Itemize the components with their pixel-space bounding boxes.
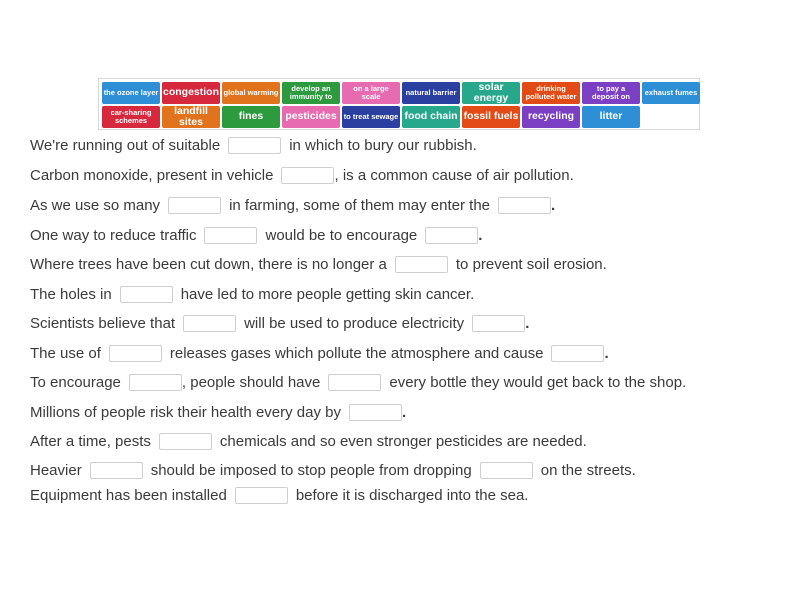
answer-tile[interactable]: fines: [222, 106, 280, 128]
sentence-text: should be imposed to stop people from dropping: [150, 461, 472, 479]
answer-tile[interactable]: the ozone layer: [102, 82, 160, 104]
sentence-text: Heavier: [30, 461, 82, 479]
answer-tile[interactable]: landfill sites: [162, 106, 220, 128]
sentence-text: Equipment has been installed: [30, 486, 227, 504]
blank-drop-slot[interactable]: [480, 462, 533, 479]
blank-drop-slot[interactable]: [109, 345, 162, 362]
blank-drop-slot[interactable]: [281, 167, 334, 184]
sentence-text: As we use so many: [30, 196, 161, 214]
blank-drop-slot[interactable]: [159, 433, 212, 450]
blank-drop-slot[interactable]: [425, 227, 478, 244]
blank-drop-slot[interactable]: [120, 286, 173, 303]
blank-drop-slot[interactable]: [235, 487, 288, 504]
sentence-text: to prevent soil erosion.: [455, 255, 607, 273]
sentence-text: in which to bury our rubbish.: [289, 136, 477, 154]
blank-drop-slot[interactable]: [90, 462, 143, 479]
sentence-text: , people should have: [181, 373, 321, 391]
answer-tile[interactable]: litter: [582, 106, 640, 128]
blank-drop-slot[interactable]: [349, 404, 402, 421]
answer-tile[interactable]: pesticides: [282, 106, 340, 128]
answer-tile[interactable]: congestion: [162, 82, 220, 104]
sentence-line: [30, 135, 477, 155]
answer-tile[interactable]: to treat sewage: [342, 106, 400, 128]
sentence-text: releases gases which pollute the atmosphere and cause: [169, 344, 544, 362]
sentence-text: Carbon monoxide, present in vehicle: [30, 166, 274, 184]
sentence-line: [30, 284, 474, 304]
sentence-line: [30, 431, 587, 451]
blank-drop-slot[interactable]: [228, 137, 281, 154]
answer-tile[interactable]: food chain: [402, 106, 460, 128]
sentence-text: .: [478, 226, 483, 244]
answer-tile[interactable]: fossil fuels: [462, 106, 520, 128]
blank-drop-slot[interactable]: [551, 345, 604, 362]
blank-drop-slot[interactable]: [498, 197, 551, 214]
sentence-text: Millions of people risk their health every day by: [30, 403, 341, 421]
sentence-text: on the streets.: [540, 461, 636, 479]
sentence-text: The use of: [30, 344, 101, 362]
sentence-line: [30, 225, 482, 245]
blank-drop-slot[interactable]: [472, 315, 525, 332]
answer-tile[interactable]: recycling: [522, 106, 580, 128]
sentence-text: To encourage: [30, 373, 121, 391]
answer-tile[interactable]: on a large scale: [342, 82, 400, 104]
answer-tile[interactable]: car-sharing schemes: [102, 106, 160, 128]
sentence-text: will be used to produce electricity: [244, 314, 465, 332]
answer-tile[interactable]: drinking polluted water: [522, 82, 580, 104]
sentence-text: The holes in: [30, 285, 112, 303]
sentence-text: every bottle they would get back to the shop.: [389, 373, 687, 391]
answer-tile[interactable]: natural barrier: [402, 82, 460, 104]
sentence-line: [30, 485, 528, 505]
sentence-text: We're running out of suitable: [30, 136, 221, 154]
sentence-line: [30, 372, 686, 392]
sentence-text: Where trees have been cut down, there is no longer a: [30, 255, 387, 273]
sentence-line: [30, 165, 574, 185]
sentence-line: [30, 343, 609, 363]
sentence-line: [30, 402, 406, 422]
sentence-text: , is a common cause of air pollution.: [334, 166, 574, 184]
sentence-line: [30, 195, 555, 215]
sentence-text: in farming, some of them may enter the: [229, 196, 491, 214]
sentence-text: have led to more people getting skin cancer.: [180, 285, 475, 303]
sentence-line: [30, 313, 529, 333]
blank-drop-slot[interactable]: [328, 374, 381, 391]
blank-drop-slot[interactable]: [168, 197, 221, 214]
answer-tile[interactable]: global warming: [222, 82, 280, 104]
sentence-text: .: [604, 344, 609, 362]
sentence-text: One way to reduce traffic: [30, 226, 197, 244]
blank-drop-slot[interactable]: [395, 256, 448, 273]
sentence-text: would be to encourage: [265, 226, 418, 244]
word-bank: [98, 78, 700, 130]
sentence-text: chemicals and so even stronger pesticides are needed.: [219, 432, 587, 450]
sentence-text: After a time, pests: [30, 432, 151, 450]
sentence-text: before it is discharged into the sea.: [295, 486, 529, 504]
answer-tile[interactable]: exhaust fumes: [642, 82, 700, 104]
sentence-text: .: [525, 314, 530, 332]
answer-tile[interactable]: develop an immunity to: [282, 82, 340, 104]
sentence-text: .: [551, 196, 556, 214]
answer-tile[interactable]: to pay a deposit on: [582, 82, 640, 104]
answer-tile[interactable]: solar energy: [462, 82, 520, 104]
blank-drop-slot[interactable]: [129, 374, 182, 391]
sentence-line: [30, 460, 636, 480]
sentence-line: [30, 254, 607, 274]
blank-drop-slot[interactable]: [204, 227, 257, 244]
sentence-text: Scientists believe that: [30, 314, 176, 332]
blank-drop-slot[interactable]: [183, 315, 236, 332]
sentence-text: .: [402, 403, 407, 421]
